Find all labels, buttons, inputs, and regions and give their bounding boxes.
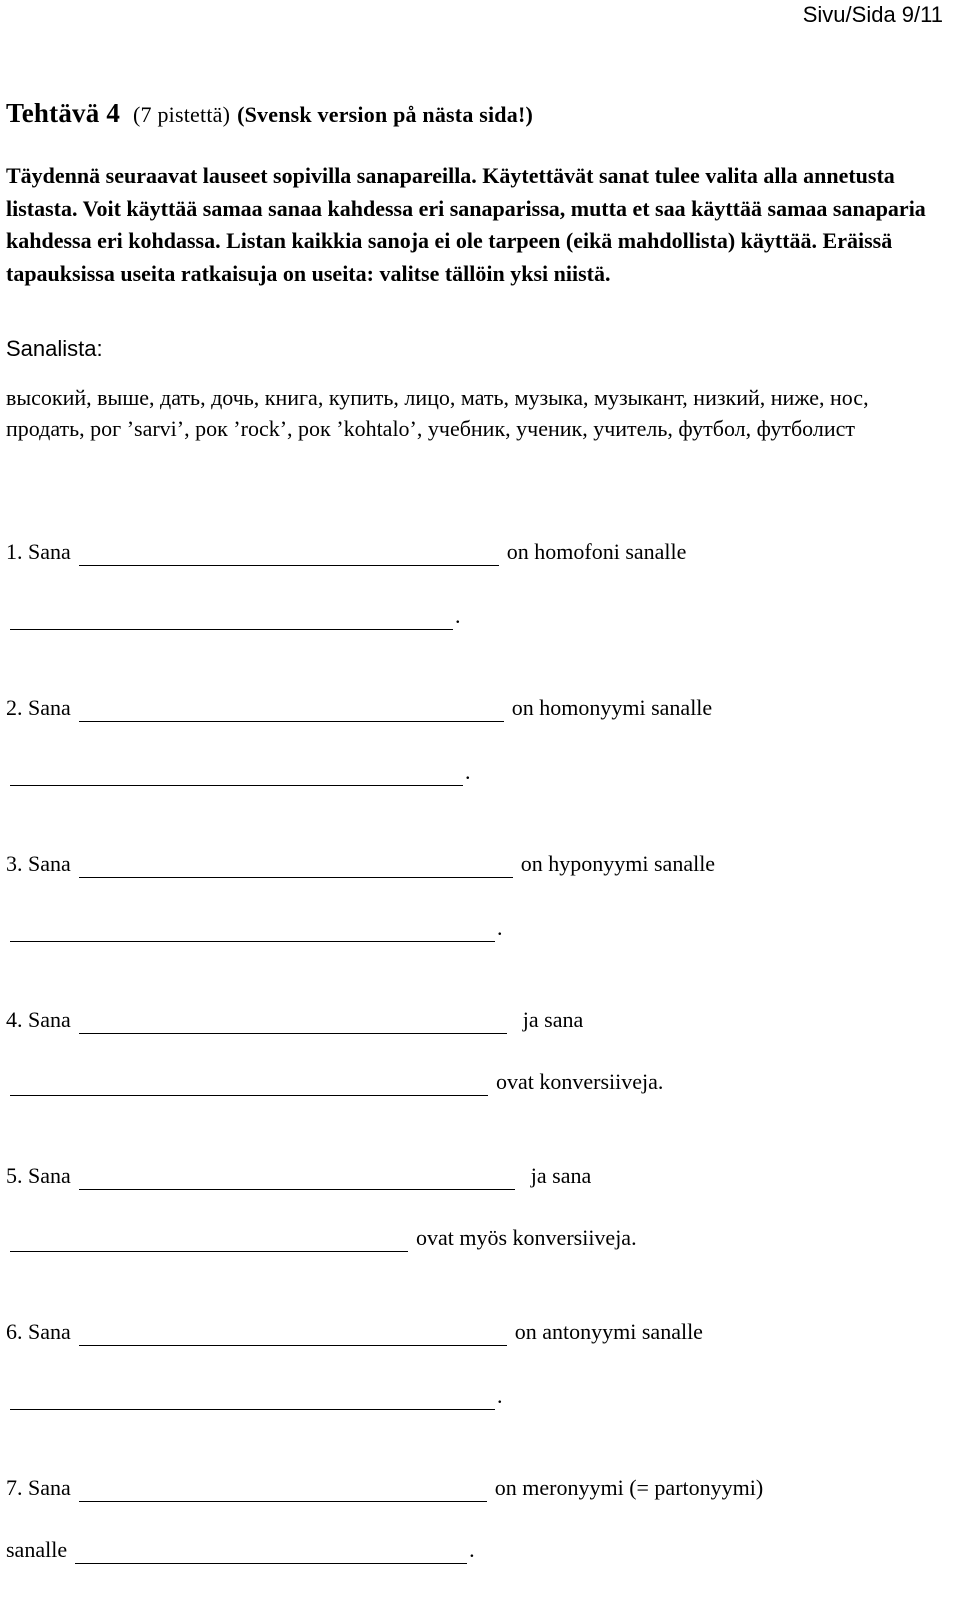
item-5-prefix: 5. Sana [6, 1163, 71, 1188]
item-3-line-2 [10, 914, 503, 942]
task-points: (7 pistettä) [133, 102, 231, 127]
item-2-blank-b[interactable] [10, 765, 463, 786]
item-4-blank-b[interactable] [10, 1075, 488, 1096]
item-1-line-1 [6, 538, 686, 566]
item-4-prefix: 4. Sana [6, 1007, 71, 1032]
item-6-line-1 [6, 1318, 703, 1346]
item-7-middle: on meronyymi (= partonyymi) [494, 1475, 764, 1500]
item-2-blank-a[interactable] [79, 701, 504, 722]
item-6-middle: on antonyymi sanalle [514, 1319, 703, 1344]
wordlist-label: Sanalista: [6, 336, 103, 361]
item-2-line-1 [6, 694, 712, 722]
task-title: Tehtävä 4 [6, 98, 121, 128]
item-1-blank-b[interactable] [10, 609, 453, 630]
item-2-prefix: 2. Sana [6, 695, 71, 720]
item-1-prefix: 1. Sana [6, 539, 71, 564]
item-3-end: . [497, 915, 503, 940]
item-4-middle: ja sana [522, 1007, 584, 1032]
item-6-end: . [497, 1383, 503, 1408]
task-instructions: Täydennä seuraavat lauseet sopivilla sanapareilla. Käytettävät sanat tulee valita alla annetusta listasta. Voit käyttää samaa sanaa kahdessa eri sanaparissa, mutta et saa käyttää samaa sanaparia kahdessa eri kohdassa. Listan kaikkia sanoja ei ole tarpeen (eikä mahdollista) käyttää. Eräissä tapauksissa useita ratkaisuja on useita: valitse tällöin yksi niistä. [6, 163, 926, 286]
item-7-blank-a[interactable] [79, 1481, 487, 1502]
item-3-prefix: 3. Sana [6, 851, 71, 876]
item-2-end: . [465, 759, 471, 784]
item-7-end: . [469, 1537, 475, 1562]
item-7-end-prefix: sanalle [6, 1537, 68, 1562]
item-2-line-2 [10, 758, 471, 786]
item-4-line-1 [6, 1006, 583, 1034]
item-6-blank-a[interactable] [79, 1325, 507, 1346]
item-5-end: ovat myös konversiiveja. [416, 1225, 637, 1250]
item-5-blank-b[interactable] [10, 1231, 408, 1252]
item-5-line-1 [6, 1162, 591, 1190]
item-2-middle: on homonyymi sanalle [511, 695, 713, 720]
item-3-line-1 [6, 850, 715, 878]
item-6-prefix: 6. Sana [6, 1319, 71, 1344]
item-1-middle: on homofoni sanalle [506, 539, 687, 564]
item-3-middle: on hyponyymi sanalle [520, 851, 716, 876]
item-7-line-1 [6, 1474, 763, 1502]
item-1-line-2 [10, 602, 461, 630]
item-3-blank-a[interactable] [79, 857, 513, 878]
item-5-middle: ja sana [530, 1163, 592, 1188]
item-1-blank-a[interactable] [79, 545, 499, 566]
item-7-blank-b[interactable] [75, 1543, 467, 1564]
item-1-end: . [455, 603, 461, 628]
wordlist-words: высокий, выше, дать, дочь, книга, купить, лицо, мать, музыка, музыкант, низкий, ниже, нос, продать, рог ’sarvi’, рок ’rock’, рок ’kohtalo’, учебник, ученик, учитель, футбол, футболист [6, 385, 869, 441]
item-7-prefix: 7. Sana [6, 1475, 71, 1500]
item-5-blank-a[interactable] [79, 1169, 515, 1190]
page-number: Sivu/Sida 9/11 [802, 2, 943, 27]
swedish-version-note: (Svensk version på nästa sida!) [237, 102, 533, 127]
item-3-blank-b[interactable] [10, 921, 495, 942]
item-4-line-2 [10, 1068, 663, 1096]
item-4-blank-a[interactable] [79, 1013, 507, 1034]
item-5-line-2 [10, 1224, 637, 1252]
item-7-line-2 [6, 1536, 475, 1564]
task-heading [6, 98, 533, 129]
item-6-line-2 [10, 1382, 503, 1410]
item-6-blank-b[interactable] [10, 1389, 495, 1410]
item-4-end: ovat konversiiveja. [496, 1069, 664, 1094]
